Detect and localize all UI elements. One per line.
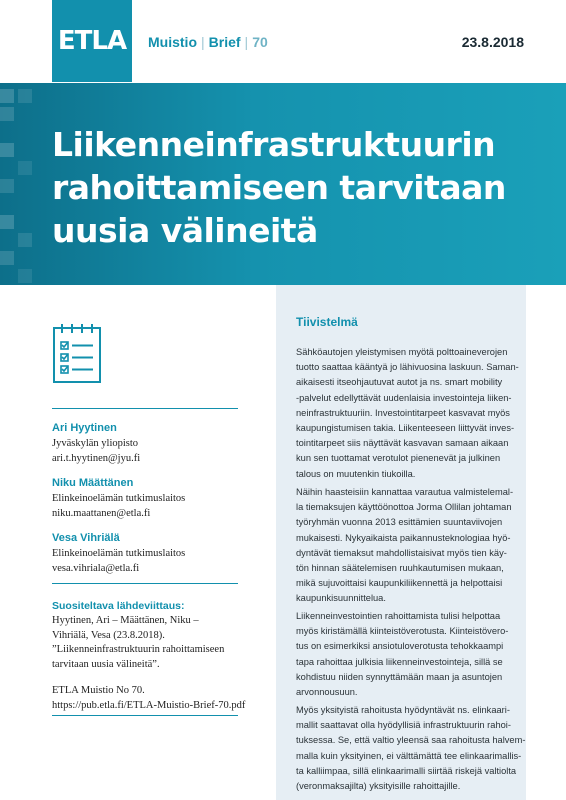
series-divider-2: | (244, 34, 249, 50)
paragraph-line: dyntävät tiemaksut mahdollistaisivat myös tien käy- (296, 547, 507, 558)
paragraph-line: (veronmaksajilta) yksityisille rahoittajille. (296, 781, 461, 792)
paragraph-line: kaupunkisuunnittelua. (296, 593, 386, 604)
citation-block (52, 599, 242, 672)
citation-heading: Suositeltava lähdeviittaus: (52, 600, 185, 612)
author-affiliation: Elinkeinoelämän tutkimuslaitos (52, 493, 186, 504)
source-url-link[interactable]: https://pub.etla.fi/ETLA-Muistio-Brief-70.pdf (52, 700, 246, 711)
abstract-panel (276, 285, 526, 800)
citation-line: tarvitaan uusia välineitä”. (52, 658, 160, 670)
hero-banner (0, 83, 566, 285)
title-line: uusia välineitä (52, 211, 318, 250)
title-line: rahoittamiseen tarvitaan (52, 168, 506, 207)
divider (52, 583, 238, 584)
paragraph-line: neinfrastruktuuriin. Investointitarpeet kasvavat myös (296, 407, 510, 418)
checklist-document-icon (52, 322, 102, 384)
citation-text (52, 614, 242, 672)
series-number: 70 (252, 34, 268, 50)
paragraph-line: ta kalliimpaa, sillä elinkaarimalli siirtää riskejä valtiolta (296, 765, 517, 776)
paragraph-line: tuksessa. Se, että valtio yleensä saa rahoitusta halvem- (296, 735, 526, 746)
series-divider-1: | (201, 34, 205, 50)
paragraph-line: mallit saattavat olla hyödyllisiä infrastruktuurin rahoi- (296, 720, 511, 731)
paragraph-line: mukaisesti. Nykyaikaista paikannusteknologiaa hyö- (296, 532, 511, 543)
etla-logo: ETLA (52, 0, 132, 82)
citation-line: Hyytinen, Ari – Määttänen, Niku – (52, 615, 199, 626)
abstract-paragraph (296, 609, 511, 700)
abstract-paragraph (296, 703, 526, 794)
series-label (148, 34, 268, 50)
top-bar (0, 0, 566, 83)
author-email[interactable]: niku.maattanen@etla.fi (52, 508, 151, 519)
paragraph-line: tointitarpeet siis näyttävät kasvavan samaan aikaan (296, 438, 509, 449)
decorative-tiles (0, 83, 60, 285)
paragraph-line: kaupungistumisen takia. Liikenteeseen liittyvät inves- (296, 423, 515, 434)
citation-line: ”Liikenneinfrastruktuurin rahoittamiseen (52, 644, 225, 655)
abstract-paragraph (296, 485, 514, 607)
paragraph-line: -palvelut edellyttävät uudenlaisia investointeja liiken- (296, 392, 512, 403)
divider (52, 715, 238, 716)
paragraph-line: tön hinnan säätelemisen ruuhkautumisen mukaan, (296, 563, 504, 574)
author-block (52, 476, 242, 521)
paragraph-line: Sähköautojen yleistymisen myötä polttoaineverojen (296, 347, 508, 357)
paragraph-line: työryhmän vuonna 2013 esittämien suuntaviivojen (296, 517, 503, 528)
author-name: Ari Hyytinen (52, 422, 117, 434)
citation-line: Vihriälä, Vesa (23.8.2018). (52, 629, 165, 641)
title-line: Liikenneinfrastruktuurin (52, 125, 496, 164)
paragraph-line: talous on muutenkin tiukoilla. (296, 468, 416, 479)
author-name: Niku Määttänen (52, 477, 134, 489)
abstract-title: Tiivistelmä (296, 315, 358, 329)
paragraph-line: aikaisesti itseohjautuvat autot ja ns. smart mobility (296, 377, 503, 388)
paragraph-line: mikä sujuvoittaisi kaupunkiliikennettä ja helpottaisi (296, 578, 503, 589)
publication-date: 23.8.2018 (461, 34, 524, 50)
author-affiliation: Jyväskylän yliopisto (52, 438, 139, 449)
paragraph-line: Liikenneinvestointien rahoittamista tulisi helpottaa (296, 611, 501, 621)
paragraph-line: Myös yksityistä rahoitusta hyödyntävät ns. elinkaari- (296, 705, 510, 715)
author-email[interactable]: ari.t.hyytinen@jyu.fi (52, 453, 141, 464)
series-reference: ETLA Muistio No 70. (52, 685, 145, 696)
author-affiliation: Elinkeinoelämän tutkimuslaitos (52, 548, 186, 559)
paragraph-line: malla kuin yksityinen, ei välttämättä tee elinkaarimallis- (296, 750, 522, 761)
source-block (52, 683, 252, 713)
author-email[interactable]: vesa.vihriala@etla.fi (52, 563, 140, 574)
author-block (52, 531, 242, 576)
paragraph-line: myös kiristämällä kiinteistöverotusta. Kiinteistövero- (296, 626, 509, 637)
paragraph-line: kohdistuu niiden synnyttämään maan ja asuntojen (296, 671, 503, 682)
paragraph-line: tuotto saattaa kääntyä jo lähivuosina laskuun. Saman- (296, 362, 519, 373)
paragraph-line: tus on esimerkiksi ansiotuloverotusta tehokkaampi (296, 641, 504, 652)
paragraph-line: arvonnousuun. (296, 687, 358, 698)
paragraph-line: Näihin haasteisiin kannattaa varautua valmistelemal- (296, 487, 514, 497)
series-name: Muistio (148, 34, 197, 50)
author-name: Vesa Vihriälä (52, 532, 120, 544)
series-name-en: Brief (208, 34, 241, 50)
paragraph-line: tapa rahoittaa julkisia liikenneinvestointeja, sillä se (296, 656, 503, 667)
paragraph-line: la tiemaksujen käyttöönottoa Jorma Ollilan johtaman (296, 502, 512, 513)
page-title (52, 123, 532, 252)
abstract-paragraph (296, 345, 519, 482)
author-block (52, 421, 242, 466)
divider (52, 408, 238, 409)
paragraph-line: kun sen tuottamat verotulot pienenevät ja julkinen (296, 453, 501, 464)
